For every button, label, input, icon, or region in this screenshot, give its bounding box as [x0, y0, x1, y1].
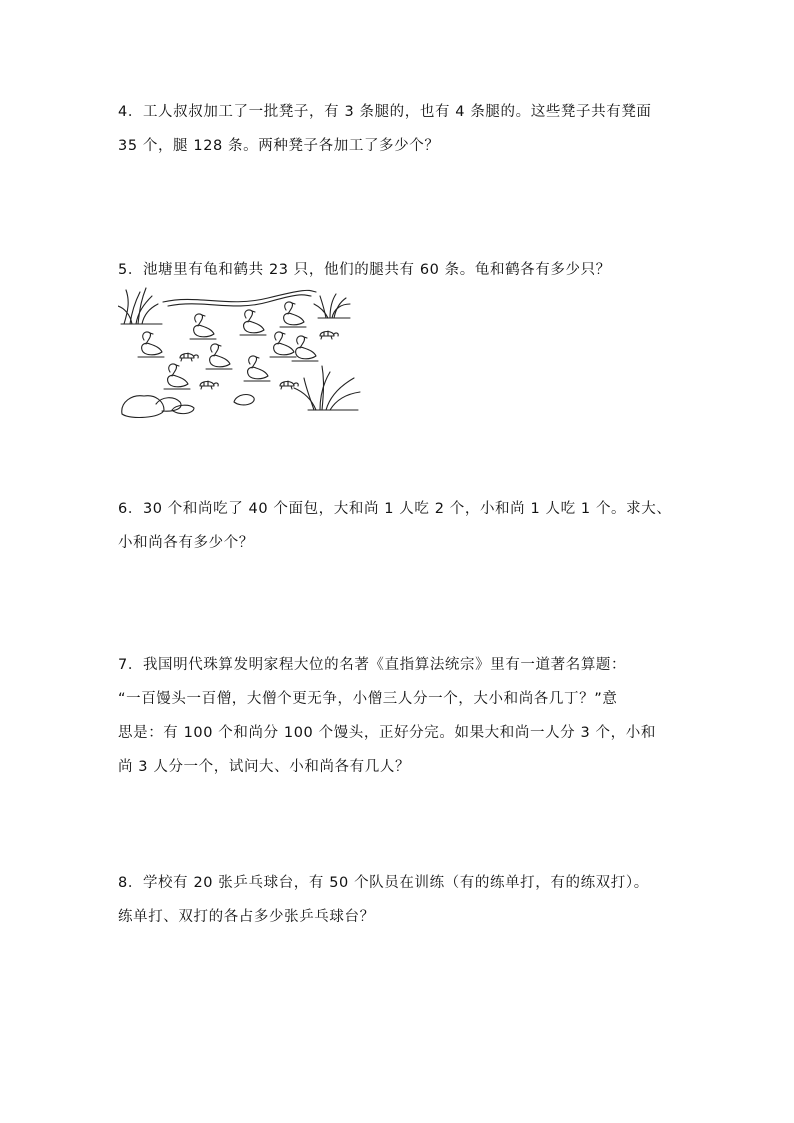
crane-icon — [280, 302, 306, 327]
crane-icon — [164, 364, 190, 389]
crane-icon — [240, 310, 266, 335]
problem-4-line-1: 4．工人叔叔加工了一批凳子，有 3 条腿的，也有 4 条腿的。这些凳子共有凳面 — [118, 104, 652, 120]
problem-7 — [118, 648, 678, 784]
problem-5-number: 5． — [118, 262, 143, 278]
grass-icon — [314, 294, 350, 318]
grass-icon — [294, 366, 360, 410]
crane-icon — [206, 344, 232, 369]
problem-8 — [118, 866, 678, 934]
pond-with-cranes-and-turtles-icon — [118, 286, 368, 426]
problem-5 — [118, 253, 678, 287]
problem-8-line-1: 8．学校有 20 张乒乓球台，有 50 个队员在训练（有的练单打，有的练双打）。 — [118, 875, 649, 891]
crane-icon — [244, 356, 270, 381]
problem-7-line-2: “一百馒头一百僧，大僧个更无争，小僧三人分一个，大小和尚各几丁？”意 — [118, 691, 618, 707]
crane-icon — [190, 314, 216, 339]
problem-7-number: 7． — [118, 657, 143, 673]
problem-7-line-3: 思是：有 100 个和尚分 100 个馒头，正好分完。如果大和尚一人分 3 个，小和 — [118, 725, 656, 741]
turtle-icon — [200, 381, 218, 389]
turtle-icon — [320, 331, 338, 339]
problem-7-line-4: 尚 3 人分一个，试问大、小和尚各有几人？ — [118, 759, 411, 775]
problem-4-number: 4． — [118, 104, 143, 120]
problem-6 — [118, 492, 678, 560]
problem-6-number: 6． — [118, 501, 143, 517]
grass-icon — [118, 288, 162, 324]
problem-6-line-1: 6．30 个和尚吃了 40 个面包，大和尚 1 人吃 2 个，小和尚 1 人吃 1 个。求大、 — [118, 501, 672, 517]
problem-8-line-2: 练单打、双打的各占多少张乒乓球台？ — [118, 909, 375, 925]
turtle-icon — [180, 353, 198, 361]
rocks-icon — [122, 395, 254, 418]
crane-icon — [270, 332, 296, 357]
problem-7-line-1: 7．我国明代珠算发明家程大位的名著《直指算法统宗》里有一道著名算题： — [118, 657, 627, 673]
turtle-icon — [280, 381, 298, 389]
crane-icon — [138, 332, 164, 357]
problem-6-line-2: 小和尚各有多少个？ — [118, 535, 254, 551]
problem-4-line-2: 35 个，腿 128 条。两种凳子各加工了多少个？ — [118, 138, 440, 154]
pond-edge-inner — [168, 295, 311, 306]
problem-8-number: 8． — [118, 875, 143, 891]
problem-5-line-1: 5．池塘里有龟和鹤共 23 只，他们的腿共有 60 条。龟和鹤各有多少只？ — [118, 262, 611, 278]
problem-4 — [118, 95, 678, 163]
